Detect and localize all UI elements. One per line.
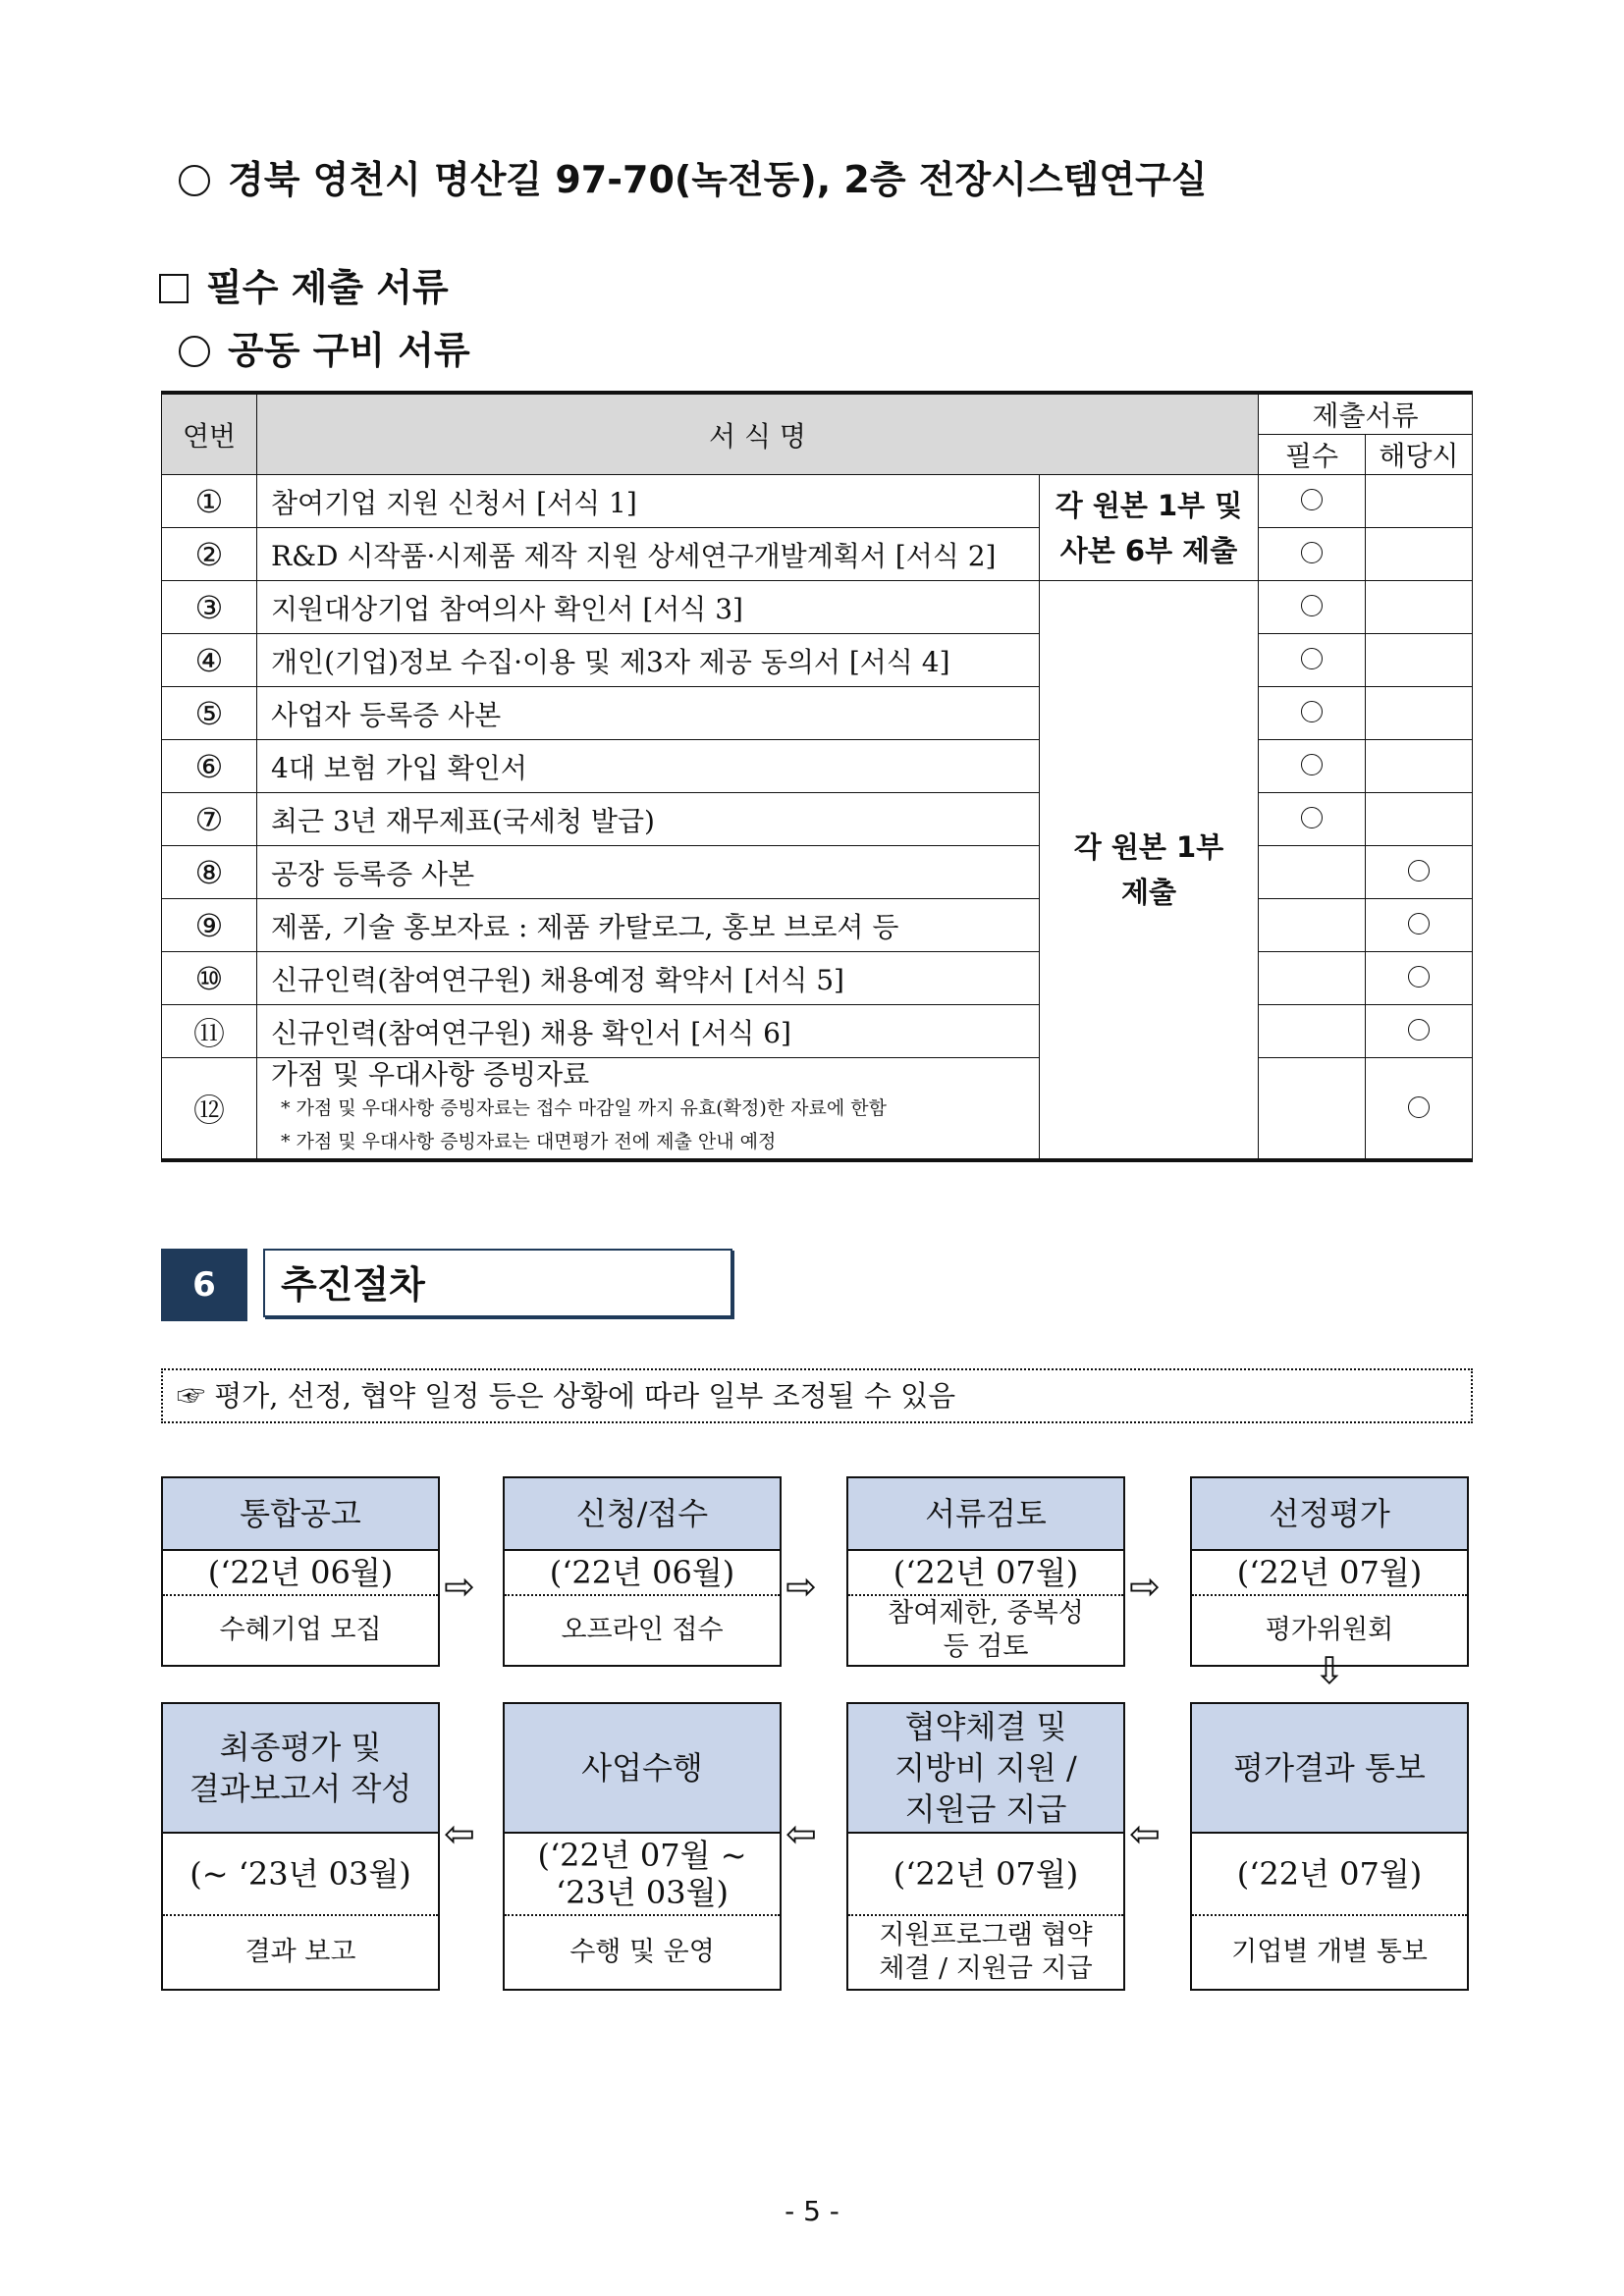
- flow-step-title-line: 사업수행: [581, 1749, 703, 1787]
- flow-step-title: [163, 1478, 438, 1551]
- flow-step-desc-line: 수혜기업 모집: [219, 1615, 382, 1645]
- documents-table-body: [162, 475, 1473, 1161]
- form-name: 사업자 등록증 사본: [271, 698, 502, 731]
- flow-step-date-line: (~ ‘23년 03월): [189, 1855, 411, 1893]
- flow-step-desc-line: 등 검토: [943, 1631, 1029, 1662]
- flow-step-date: [505, 1834, 780, 1916]
- flow-step: [161, 1702, 440, 1991]
- flow-step-desc-line: 오프라인 접수: [561, 1615, 724, 1645]
- flow-step-date-line: (‘22년 07월 ~: [537, 1837, 747, 1874]
- form-name: 공장 등록증 사본: [271, 857, 475, 890]
- flow-step-desc: [163, 1916, 438, 1989]
- group-note-second: [1040, 581, 1259, 1161]
- flow-step-desc: [848, 1916, 1123, 1989]
- flow-step-desc: [505, 1596, 780, 1665]
- schedule-notice: ☞ 평가, 선정, 협약 일정 등은 상황에 따라 일부 조정될 수 있음: [161, 1368, 1473, 1423]
- flow-step-desc: [848, 1596, 1123, 1665]
- form-name-cell: [257, 846, 1040, 899]
- flow-step-title: [505, 1478, 780, 1551]
- form-name-cell: [257, 634, 1040, 687]
- right-arrow-icon: ⇨: [444, 1565, 475, 1608]
- table-row: [162, 740, 1473, 793]
- flow-step-title: [505, 1704, 780, 1834]
- flow-step-date: [848, 1551, 1123, 1596]
- required-check-cell: [1259, 528, 1366, 581]
- applicable-check-cell: [1366, 687, 1473, 740]
- required-check-cell: [1259, 740, 1366, 793]
- form-name-cell: [257, 952, 1040, 1005]
- applicable-check-cell: [1366, 793, 1473, 846]
- flow-step-desc-line: 기업별 개별 통보: [1231, 1937, 1428, 1967]
- flow-step: [503, 1702, 782, 1991]
- table-row: [162, 1058, 1473, 1161]
- documents-table: [161, 391, 1473, 1162]
- applicable-check-cell: [1366, 899, 1473, 952]
- required-check-cell: [1259, 634, 1366, 687]
- applicable-check-cell: [1366, 528, 1473, 581]
- page-number: - 5 -: [785, 2195, 839, 2227]
- flow-step-title-line: 신청/접수: [575, 1495, 709, 1532]
- flow-step-desc-line: 결과 보고: [244, 1937, 356, 1967]
- header-if-applicable: 해당시: [1366, 435, 1473, 475]
- flow-step-title: [848, 1478, 1123, 1551]
- table-row: [162, 952, 1473, 1005]
- form-name: 개인(기업)정보 수집·이용 및 제3자 제공 동의서 [서식 4]: [271, 645, 950, 678]
- flow-step: [503, 1476, 782, 1667]
- flow-step-date: [848, 1834, 1123, 1916]
- address-heading: [179, 149, 1207, 203]
- flow-step-date: [163, 1834, 438, 1916]
- table-row: [162, 899, 1473, 952]
- flow-step-title-line: 통합공고: [240, 1495, 361, 1532]
- applicable-check-cell: [1366, 1058, 1473, 1161]
- flow-step-title-line: 평가결과 통보: [1233, 1749, 1426, 1787]
- group-note-line: 제출: [1120, 876, 1177, 909]
- section-title: 추진절차: [263, 1249, 732, 1317]
- row-number: ⑥: [162, 740, 257, 793]
- form-name-cell: [257, 475, 1040, 528]
- table-row: [162, 581, 1473, 634]
- form-name-cell: [257, 740, 1040, 793]
- header-required: 필수: [1259, 435, 1366, 475]
- flow-step-title: [163, 1704, 438, 1834]
- check-circle-icon: [1301, 595, 1323, 616]
- row-number: ②: [162, 528, 257, 581]
- square-bullet-icon: [159, 274, 189, 303]
- required-check-cell: [1259, 581, 1366, 634]
- flow-step-date: [163, 1551, 438, 1596]
- form-name: R&D 시작품·시제품 제작 지원 상세연구개발계획서 [서식 2]: [271, 539, 997, 572]
- table-row: [162, 475, 1473, 528]
- flow-step-desc-line: 수행 및 운영: [569, 1937, 715, 1967]
- form-name: 신규인력(참여연구원) 채용예정 확약서 [서식 5]: [271, 963, 844, 996]
- flow-step-date: [505, 1551, 780, 1596]
- flow-step: [846, 1476, 1125, 1667]
- flow-step-title-line: 서류검토: [925, 1495, 1047, 1532]
- required-docs-heading: 필수 제출 서류: [159, 257, 449, 311]
- required-check-cell: [1259, 1058, 1366, 1161]
- table-row: [162, 528, 1473, 581]
- applicable-check-cell: [1366, 581, 1473, 634]
- required-check-cell: [1259, 952, 1366, 1005]
- group-note-line: 각 원본 1부 및: [1055, 488, 1243, 522]
- right-arrow-icon: ⇨: [1129, 1565, 1161, 1608]
- row-number: ⑩: [162, 952, 257, 1005]
- check-circle-icon: [1301, 701, 1323, 722]
- form-sub-note: * 가점 및 우대사항 증빙자료는 접수 마감일 까지 유효(확정)한 자료에 한함: [281, 1097, 887, 1119]
- row-number: ⑤: [162, 687, 257, 740]
- flow-step-date-line: (‘22년 06월): [549, 1554, 735, 1591]
- table-row: [162, 634, 1473, 687]
- applicable-check-cell: [1366, 475, 1473, 528]
- row-number: ⑪: [162, 1005, 257, 1058]
- flow-step-date-line: (‘22년 07월): [1236, 1554, 1423, 1591]
- group-note-line: 사본 6부 제출: [1059, 533, 1238, 567]
- form-name: 신규인력(참여연구원) 채용 확인서 [서식 6]: [271, 1016, 791, 1049]
- flow-step-title: [1192, 1478, 1467, 1551]
- flow-step: [1190, 1702, 1469, 1991]
- header-submit: 제출서류: [1259, 393, 1473, 435]
- check-circle-icon: [1408, 966, 1430, 988]
- required-check-cell: [1259, 475, 1366, 528]
- flow-step-desc-line: 평가위원회: [1265, 1615, 1394, 1645]
- flow-step-date-line: (‘22년 07월): [893, 1554, 1079, 1591]
- left-arrow-icon: ⇦: [1129, 1812, 1161, 1855]
- applicable-check-cell: [1366, 1005, 1473, 1058]
- flow-step-desc-line: 체결 / 지원금 지급: [879, 1953, 1093, 1984]
- applicable-check-cell: [1366, 952, 1473, 1005]
- flow-step-title-line: 협약체결 및: [904, 1708, 1067, 1745]
- left-arrow-icon: ⇦: [444, 1812, 475, 1855]
- flow-step-date-line: (‘22년 06월): [207, 1554, 394, 1591]
- flow-step-title-line: 결과보고서 작성: [189, 1770, 412, 1807]
- check-circle-icon: [1408, 913, 1430, 934]
- flow-step: [161, 1476, 440, 1667]
- flow-step-title-line: 선정평가: [1269, 1495, 1390, 1532]
- applicable-check-cell: [1366, 740, 1473, 793]
- form-name: 제품, 기술 홍보자료 : 제품 카탈로그, 홍보 브로셔 등: [271, 910, 899, 943]
- required-check-cell: [1259, 687, 1366, 740]
- flow-step-title: [848, 1704, 1123, 1834]
- form-name-cell: [257, 687, 1040, 740]
- row-number: ①: [162, 475, 257, 528]
- flow-step-desc-line: 참여제한, 중복성: [888, 1598, 1084, 1629]
- form-name: 최근 3년 재무제표(국세청 발급): [271, 804, 655, 837]
- group-note-first: [1040, 475, 1259, 581]
- address-text: 경북 영천시 명산길 97-70(녹전동), 2층 전장시스템연구실: [228, 158, 1208, 201]
- flow-step-title-line: 최종평가 및: [219, 1729, 382, 1766]
- form-name-cell: [257, 1005, 1040, 1058]
- table-row: [162, 687, 1473, 740]
- applicable-check-cell: [1366, 634, 1473, 687]
- check-circle-icon: [1408, 1096, 1430, 1118]
- flow-step: [1190, 1476, 1469, 1667]
- check-circle-icon: [1301, 807, 1323, 828]
- form-sub-note: * 가점 및 우대사항 증빙자료는 대면평가 전에 제출 안내 예정: [281, 1131, 777, 1152]
- row-number: ④: [162, 634, 257, 687]
- flow-step: [846, 1702, 1125, 1991]
- form-name-cell: [257, 528, 1040, 581]
- right-arrow-icon: ⇨: [785, 1565, 817, 1608]
- flow-step-desc: [1192, 1916, 1467, 1989]
- row-number: ⑫: [162, 1058, 257, 1161]
- flow-step-desc: [163, 1596, 438, 1665]
- flow-step-date: [1192, 1834, 1467, 1916]
- row-number: ⑨: [162, 899, 257, 952]
- form-name-cell: [257, 793, 1040, 846]
- flow-step-title-line: 지방비 지원 /: [894, 1749, 1077, 1787]
- form-name: 가점 및 우대사항 증빙자료: [271, 1058, 590, 1091]
- table-row: [162, 1005, 1473, 1058]
- section-number: 6: [161, 1249, 247, 1321]
- row-number: ⑧: [162, 846, 257, 899]
- circle-bullet-icon: [179, 336, 210, 367]
- header-no: 연번: [162, 393, 257, 475]
- flow-step-date: [1192, 1551, 1467, 1596]
- common-docs-heading: 공동 구비 서류: [179, 320, 470, 374]
- form-name: 4대 보험 가입 확인서: [271, 751, 527, 784]
- check-circle-icon: [1301, 542, 1323, 563]
- flow-step-desc: [505, 1916, 780, 1989]
- flow-step-date-line: (‘22년 07월): [893, 1855, 1079, 1893]
- flow-step-title: [1192, 1704, 1467, 1834]
- flow-step-title-line: 지원금 지급: [904, 1790, 1067, 1828]
- required-check-cell: [1259, 899, 1366, 952]
- flow-step-desc-line: 지원프로그램 협약: [879, 1920, 1093, 1950]
- down-arrow-icon: ⇩: [1314, 1649, 1345, 1692]
- table-row: [162, 793, 1473, 846]
- form-name: 참여기업 지원 신청서 [서식 1]: [271, 486, 637, 519]
- check-circle-icon: [1301, 648, 1323, 669]
- flow-step-date-line: (‘22년 07월): [1236, 1855, 1423, 1893]
- check-circle-icon: [1408, 1019, 1430, 1041]
- applicable-check-cell: [1366, 846, 1473, 899]
- row-number: ③: [162, 581, 257, 634]
- required-check-cell: [1259, 846, 1366, 899]
- flow-step-date-line: ‘23년 03월): [555, 1874, 730, 1911]
- check-circle-icon: [1301, 754, 1323, 775]
- required-check-cell: [1259, 1005, 1366, 1058]
- left-arrow-icon: ⇦: [785, 1812, 817, 1855]
- header-form-name: 서 식 명: [257, 393, 1259, 475]
- form-name-cell: [257, 581, 1040, 634]
- form-name-cell: [257, 899, 1040, 952]
- table-row: [162, 846, 1473, 899]
- required-check-cell: [1259, 793, 1366, 846]
- form-name-cell: [257, 1058, 1040, 1161]
- check-circle-icon: [1408, 860, 1430, 881]
- row-number: ⑦: [162, 793, 257, 846]
- group-note-line: 각 원본 1부: [1073, 830, 1224, 864]
- circle-bullet-icon: [179, 165, 210, 196]
- form-name: 지원대상기업 참여의사 확인서 [서식 3]: [271, 592, 743, 625]
- check-circle-icon: [1301, 489, 1323, 510]
